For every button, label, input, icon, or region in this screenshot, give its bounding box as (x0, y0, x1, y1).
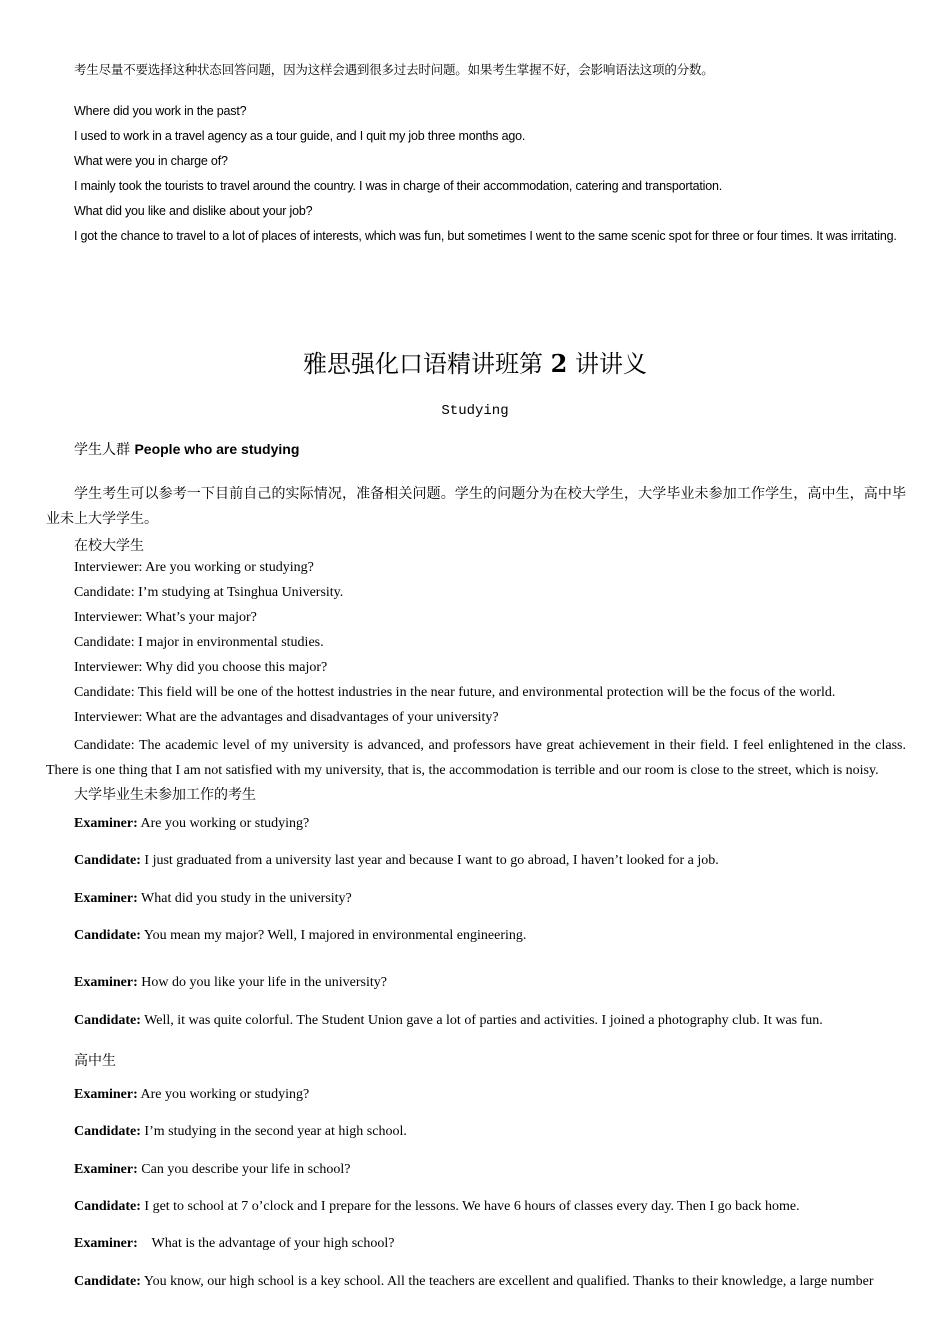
speaker-label: Examiner: (74, 891, 138, 906)
dialog-line (74, 1236, 395, 1252)
dialog-text: Are you working or studying? (137, 816, 310, 831)
speaker-label: Examiner: (74, 1162, 138, 1177)
intro-line: What did you like and dislike about your job? (74, 204, 313, 218)
dialog-line (74, 1199, 800, 1215)
dialog-line (74, 891, 352, 907)
dialog-text: Well, it was quite colorful. The Student Union gave a lot of parties and activities. I joined a photography club. It was fun. (140, 1013, 823, 1028)
dialog-line (74, 928, 526, 944)
speaker-label: Candidate: (74, 1124, 141, 1139)
dialog-line: Interviewer: Are you working or studying? (74, 560, 314, 575)
speaker-label: Candidate: (74, 1199, 141, 1214)
speaker-label: Candidate: (74, 1013, 141, 1028)
title-number: 2 (550, 349, 568, 378)
dialog-text: Are you working or studying? (137, 1087, 310, 1102)
dialog-text: You mean my major? Well, I majored in environmental engineering. (140, 928, 527, 943)
speaker-label: Candidate: (74, 928, 141, 943)
intro-line: Where did you work in the past? (74, 104, 247, 118)
dialog-text: How do you like your life in the university? (137, 975, 387, 990)
dialog-text: I’m studying in the second year at high school. (140, 1124, 407, 1139)
speaker-label: Examiner: (74, 816, 138, 831)
dialog-text: I just graduated from a university last year and because I want to go abroad, I haven’t looked for a job. (140, 853, 719, 868)
group-heading (74, 439, 299, 459)
dialog-line: Candidate: This field will be one of the hottest industries in the near future, and environmental protection will be the focus of the world. (74, 685, 836, 700)
dialog-line: Interviewer: What are the advantages and disadvantages of your university? (74, 710, 499, 725)
dialog-line (74, 853, 719, 869)
speaker-label: Examiner: (74, 1236, 138, 1251)
dialog-line: Interviewer: What’s your major? (74, 610, 257, 625)
dialog-line (74, 1087, 309, 1103)
title-part-b: 讲讲义 (567, 350, 647, 378)
dialog-paragraph: Candidate: The academic level of my university is advanced, and professors have great achievement in their field. I feel enlightened in the class. There is one thing that I am not satisfied with my university, that is, the accommodation is terrible and our room is close to the street, which is noisy. (46, 738, 906, 778)
section-heading-highschool: 高中生 (74, 1054, 116, 1069)
lecture-title (0, 344, 950, 379)
speaker-label: Candidate: (74, 853, 141, 868)
section-heading-graduate: 大学毕业生未参加工作的考生 (74, 788, 256, 803)
speaker-label: Candidate: (74, 1274, 141, 1289)
dialog-text: What is the advantage of your high school? (137, 1236, 395, 1251)
intro-line: I got the chance to travel to a lot of places of interests, which was fun, but sometimes I went to the same scenic spot for three or four times. It was irritating. (74, 229, 897, 243)
intro-line: I used to work in a travel agency as a tour guide, and I quit my job three months ago. (74, 129, 526, 143)
intro-line: I mainly took the tourists to travel around the country. I was in charge of their accommodation, catering and transportation. (74, 179, 723, 193)
intro-note: 考生尽量不要选择这种状态回答问题，因为这样会遇到很多过去时问题。如果考生掌握不好，会影响语法这项的分数。 (74, 63, 714, 77)
dialog-line (74, 975, 387, 991)
dialog-line (74, 1274, 874, 1290)
dialog-line (74, 816, 309, 832)
group-heading-cn: 学生人群 (74, 442, 135, 458)
intro-line: What were you in charge of? (74, 154, 228, 168)
intro-paragraph: 学生考生可以参考一下目前自己的实际情况，准备相关问题。学生的问题分为在校大学生，大学毕业未参加工作学生，高中生，高中毕业未上大学学生。 (46, 487, 906, 527)
dialog-text: I get to school at 7 o’clock and I prepare for the lessons. We have 6 hours of classes every day. Then I go back home. (140, 1199, 800, 1214)
lecture-subtitle: Studying (441, 403, 509, 419)
group-heading-en: People who are studying (134, 441, 300, 457)
speaker-label: Examiner: (74, 975, 138, 990)
dialog-line: Candidate: I major in environmental studies. (74, 635, 324, 650)
dialog-line (74, 1013, 823, 1029)
dialog-line: Candidate: I’m studying at Tsinghua University. (74, 585, 344, 600)
dialog-text: Can you describe your life in school? (137, 1162, 351, 1177)
dialog-line (74, 1162, 350, 1178)
title-part-a: 雅思强化口语精讲班第 (303, 350, 551, 378)
section-heading-university: 在校大学生 (74, 539, 144, 554)
dialog-text: You know, our high school is a key school. All the teachers are excellent and qualified. Thanks to their knowledge, a large number (140, 1274, 874, 1289)
speaker-label: Examiner: (74, 1087, 138, 1102)
dialog-line (74, 1124, 407, 1140)
dialog-line: Interviewer: Why did you choose this major? (74, 660, 328, 675)
dialog-text: What did you study in the university? (137, 891, 352, 906)
